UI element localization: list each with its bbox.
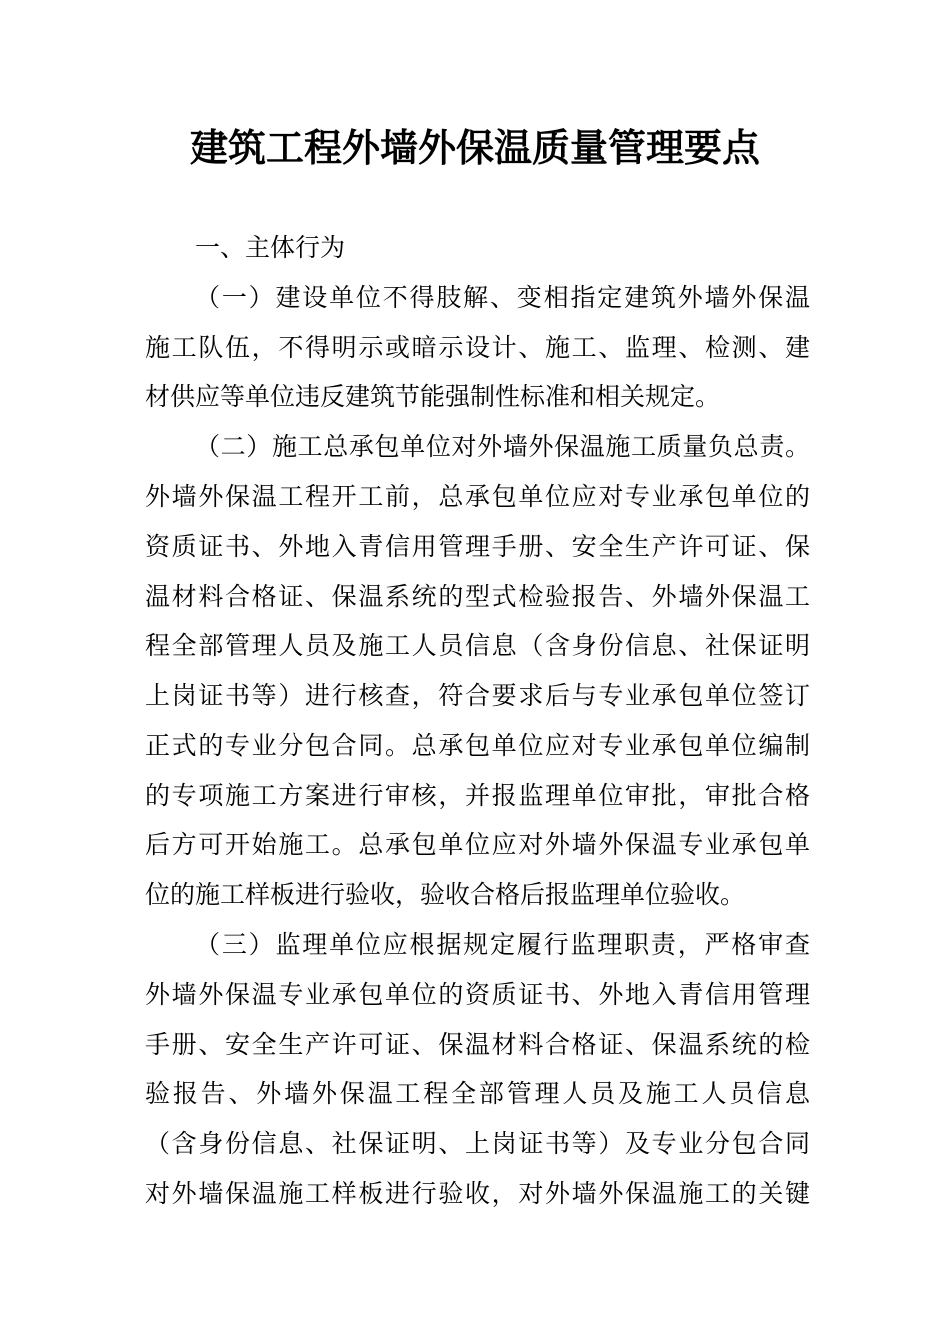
paragraph-line: （一）建设单位不得肢解、变相指定建筑外墙外保温 <box>195 283 810 312</box>
paragraph-line: 程全部管理人员及施工人员信息（含身份信息、社保证明 <box>145 631 810 660</box>
paragraph-line: 材供应等单位违反建筑节能强制性标准和相关规定。 <box>145 382 721 411</box>
paragraph-line: 外墙外保温工程开工前，总承包单位应对专业承包单位的 <box>145 482 810 511</box>
paragraph-line: 的专项施工方案进行审核，并报监理单位审批，审批合格 <box>145 781 810 810</box>
paragraph-line: 对外墙保温施工样板进行验收，对外墙外保温施工的关键 <box>145 1179 810 1208</box>
paragraph-line: 资质证书、外地入青信用管理手册、安全生产许可证、保 <box>145 532 810 561</box>
paragraph-line: （二）施工总承包单位对外墙外保温施工质量负总责。 <box>195 432 810 461</box>
paragraph-line: 施工队伍，不得明示或暗示设计、施工、监理、检测、建 <box>145 333 810 362</box>
paragraph-line: 上岗证书等）进行核查，符合要求后与专业承包单位签订 <box>145 681 810 710</box>
paragraph-line: （三）监理单位应根据规定履行监理职责，严格审查 <box>195 930 810 959</box>
paragraph-line: （含身份信息、社保证明、上岗证书等）及专业分包合同 <box>145 1129 810 1158</box>
paragraph-line: 温材料合格证、保温系统的型式检验报告、外墙外保温工 <box>145 582 810 611</box>
paragraph-line: 外墙外保温专业承包单位的资质证书、外地入青信用管理 <box>145 980 810 1009</box>
paragraph-line: 位的施工样板进行验收，验收合格后报监理单位验收。 <box>145 880 746 909</box>
section-heading: 一、主体行为 <box>195 233 346 262</box>
paragraph-line: 后方可开始施工。总承包单位应对外墙外保温专业承包单 <box>145 830 810 859</box>
paragraph-line: 验报告、外墙外保温工程全部管理人员及施工人员信息 <box>145 1079 810 1108</box>
document-title: 建筑工程外墙外保温质量管理要点 <box>189 125 760 170</box>
paragraph-line: 正式的专业分包合同。总承包单位应对专业承包单位编制 <box>145 731 810 760</box>
paragraph-line: 手册、安全生产许可证、保温材料合格证、保温系统的检 <box>145 1030 810 1059</box>
